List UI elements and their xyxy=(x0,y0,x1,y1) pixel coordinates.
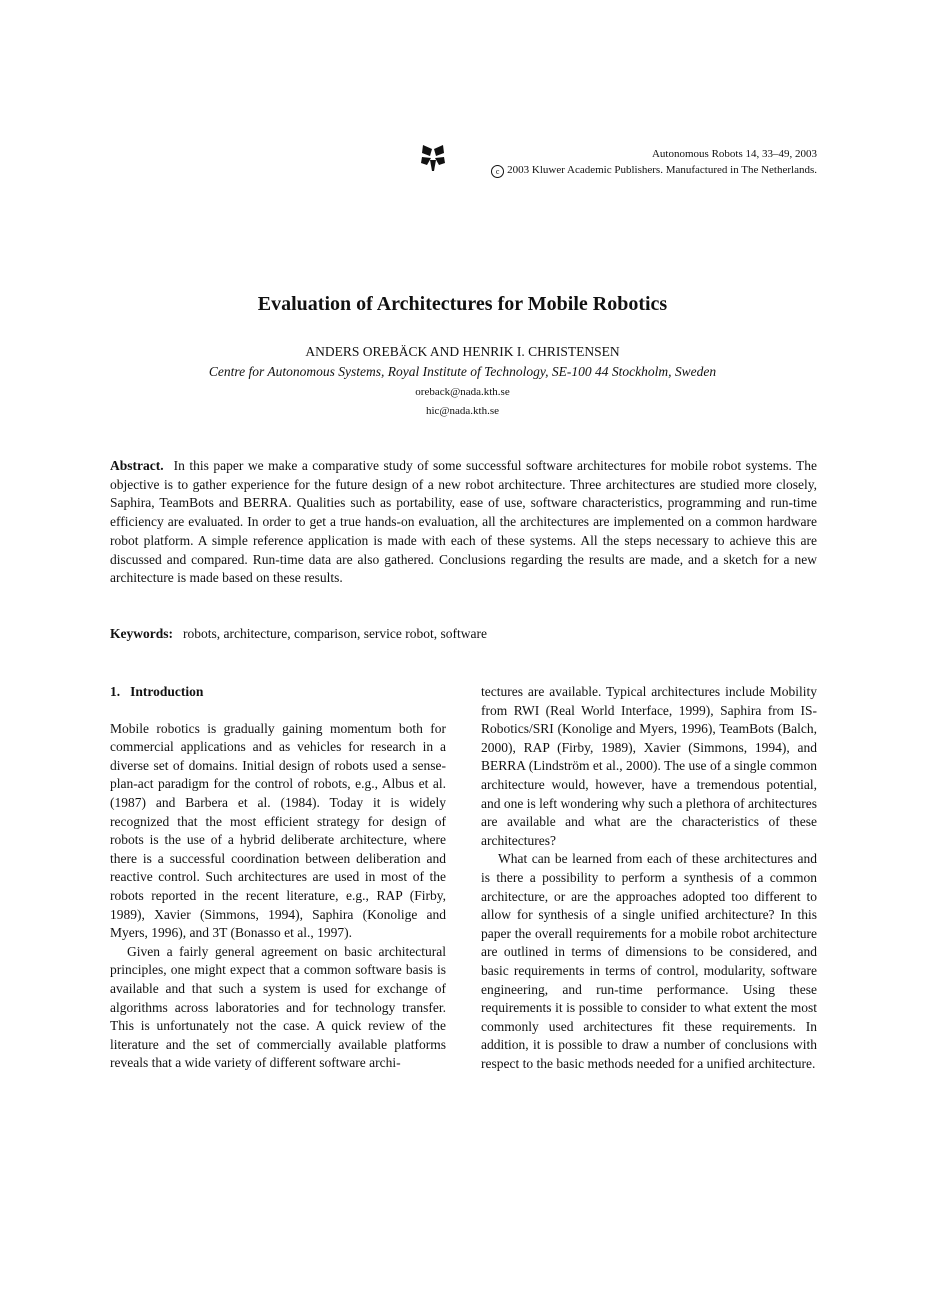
email-oreback: oreback@nada.kth.se xyxy=(415,386,510,398)
journal-citation: Autonomous Robots 14, 33–49, 2003 xyxy=(651,148,817,160)
section-number: 1. xyxy=(110,684,121,699)
paragraph: What can be learned from each of these architectures and is there a possibility to perform a synthesis of a common architecture, or are the approaches adopted too different to allow for synthesis of a single unified architecture? In this paper the overall requirements for a mobile robot architecture are outlined in terms of dimensions to be considered, and basic requirements in terms of control, modularity, software engineering, and run-time performance. Using these requirements it is possible to consider to what extent the most commonly used architectures fit these requirements. In addition, it is possible to draw a number of conclusions with respect to the basic methods needed for a unified architecture. xyxy=(481,851,817,1071)
paragraph: Given a fairly general agreement on basic architectural principles, one might expect that a common software basis is available and that such a system is used for exchange of algorithms across laboratories and for technology transfer. This is unfortunately not the case. A quick review of the literature and the set of commercially available platforms reveals that a wide variety of different software archi- xyxy=(110,943,446,1071)
paper-title: Evaluation of Architectures for Mobile Robotics xyxy=(257,293,668,315)
section-heading xyxy=(110,683,446,702)
copyright-symbol: c xyxy=(491,165,504,178)
abstract-text: In this paper we make a comparative study of some successful software architectures for mobile robot systems. The objective is to gather experience for the future design of a new robot architecture. Three architectures are studied more closely, Saphira, TeamBots and BERRA. Qualities such as portability, ease of use, software characteristics, programming and run-time efficiency are evaluated. In order to get a true hands-on evaluation, all the architectures are implemented on a common hardware robot platform. A simple reference application is made with each of these systems. All the steps necessary to achieve this are discussed and compared. Run-time data are also gathered. Conclusions regarding the results are made, and a sketch for a new architecture is made based on these results. xyxy=(110,458,817,586)
copyright-line xyxy=(491,162,817,178)
keywords-text: robots, architecture, comparison, service robot, software xyxy=(183,626,488,641)
email-christensen: hic@nada.kth.se xyxy=(425,405,500,417)
journal-header xyxy=(491,146,817,178)
keywords-label: Keywords: xyxy=(110,626,173,641)
abstract-label: Abstract. xyxy=(110,458,164,473)
paragraph: Mobile robotics is gradually gaining momentum both for commercial applications and as vehicles for research in a diverse set of domains. Initial design of robots used a sense-plan-act paradigm for the control of robots, e.g., Albus et al. (1987) and Barbera et al. (1984). Today it is widely recognized that the most efficient strategy for design of robots is the use of a hybrid deliberate architecture, where there is a successful coordination between deliberation and reactive control. Such architectures are used in most of the robots reported in the recent literature, e.g., RAP (Firby, 1989), Xavier (Simmons, 1994), Saphira (Konolige and Myers, 1996), and 3T (Bonasso et al., 1997). xyxy=(110,720,446,941)
author-list: ANDERS OREBÄCK AND HENRIK I. CHRISTENSEN xyxy=(305,344,620,359)
copyright-text: 2003 Kluwer Academic Publishers. Manufactured in The Netherlands. xyxy=(507,164,817,176)
right-column xyxy=(481,683,817,1073)
affiliation: Centre for Autonomous Systems, Royal Institute of Technology, SE-100 44 Stockholm, Sweden xyxy=(208,364,717,379)
keywords xyxy=(110,626,817,642)
left-column xyxy=(110,683,446,1073)
publisher-logo-icon xyxy=(420,143,446,173)
section-title: Introduction xyxy=(130,684,204,699)
paragraph: tectures are available. Typical architectures include Mobility from RWI (Real World Interface, 1999), Saphira from IS-Robotics/SRI (Konolige and Myers, 1996), TeamBots (Balch, 2000), RAP (Firby, 1989), Xavier (Simmons, 1994), and BERRA (Lindström et al., 2000). The use of a single common architecture would, however, have a tremendous potential, and one is left wondering why such a plethora of architectures are available and what are the characteristics of these architectures? xyxy=(481,684,817,848)
abstract xyxy=(110,457,817,588)
